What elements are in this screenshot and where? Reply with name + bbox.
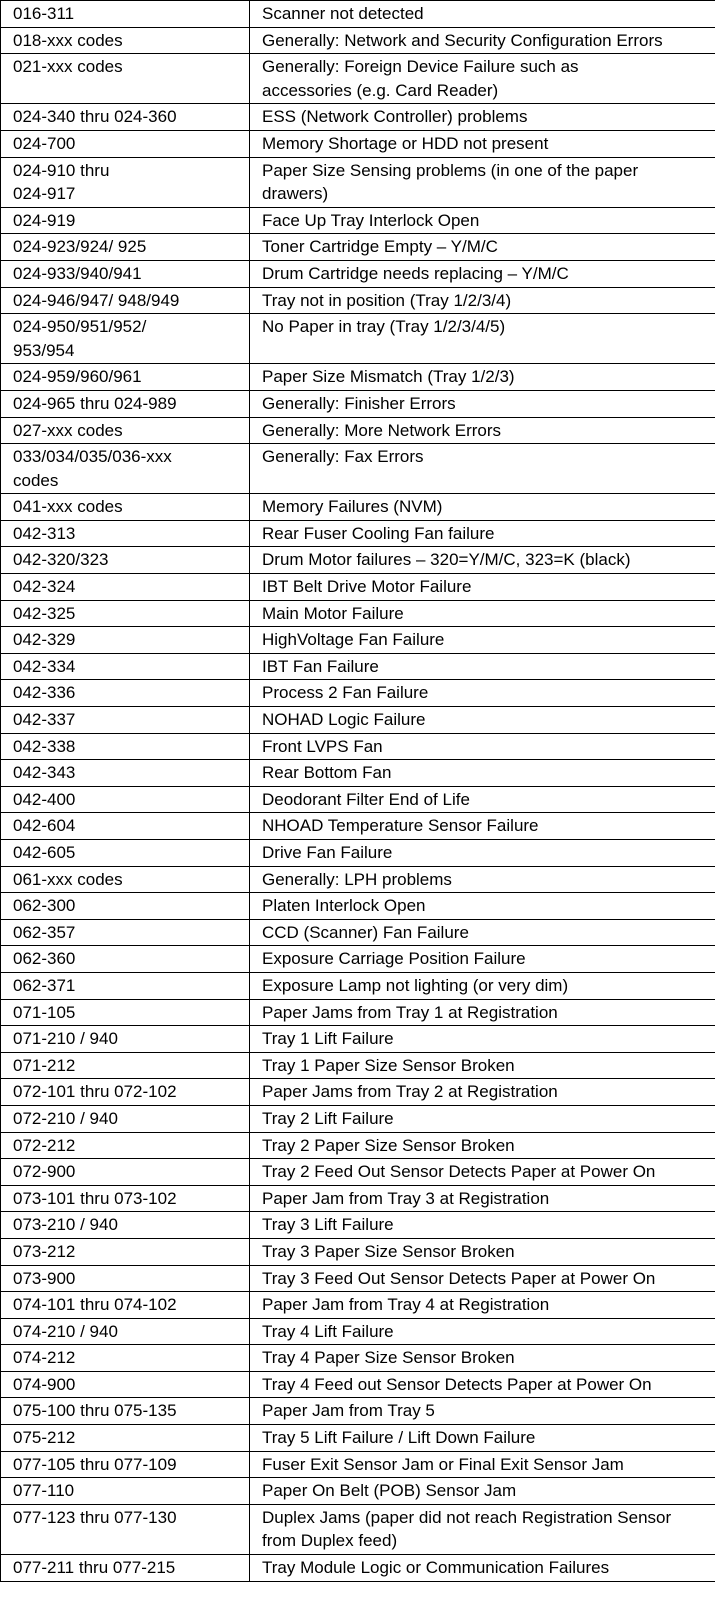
error-code-cell: 071-212 xyxy=(1,1052,250,1079)
table-row xyxy=(1,207,715,234)
error-code-cell: 024-959/960/961 xyxy=(1,364,250,391)
description-cell: Drum Motor failures – 320=Y/M/C, 323=K (black) xyxy=(250,547,715,574)
error-code-cell: 042-343 xyxy=(1,760,250,787)
table-row xyxy=(1,786,715,813)
table-row xyxy=(1,287,715,314)
table-row xyxy=(1,1,715,28)
error-code-cell: 073-212 xyxy=(1,1238,250,1265)
table-row xyxy=(1,866,715,893)
error-code-cell: 042-337 xyxy=(1,707,250,734)
error-code-cell: 077-110 xyxy=(1,1478,250,1505)
error-code-cell: 073-900 xyxy=(1,1265,250,1292)
error-code-cell: 042-325 xyxy=(1,600,250,627)
error-code-cell: 042-334 xyxy=(1,653,250,680)
description-cell: Generally: Network and Security Configuration Errors xyxy=(250,27,715,54)
description-cell: Drive Fan Failure xyxy=(250,840,715,867)
table-row xyxy=(1,314,715,364)
description-cell: Tray 3 Paper Size Sensor Broken xyxy=(250,1238,715,1265)
table-row xyxy=(1,919,715,946)
table-row xyxy=(1,600,715,627)
table-row xyxy=(1,520,715,547)
error-code-cell: 024-700 xyxy=(1,130,250,157)
description-cell: Paper On Belt (POB) Sensor Jam xyxy=(250,1478,715,1505)
error-code-cell: 072-900 xyxy=(1,1159,250,1186)
table-row xyxy=(1,1398,715,1425)
description-cell: Duplex Jams (paper did not reach Registration Sensor from Duplex feed) xyxy=(250,1504,715,1554)
table-row xyxy=(1,494,715,521)
table-row xyxy=(1,972,715,999)
table-row xyxy=(1,1052,715,1079)
error-code-cell: 073-101 thru 073-102 xyxy=(1,1185,250,1212)
table-row xyxy=(1,1318,715,1345)
table-row xyxy=(1,1079,715,1106)
table-row xyxy=(1,893,715,920)
description-cell: Tray not in position (Tray 1/2/3/4) xyxy=(250,287,715,314)
table-row xyxy=(1,1105,715,1132)
error-code-cell: 077-211 thru 077-215 xyxy=(1,1555,250,1582)
error-code-cell: 042-604 xyxy=(1,813,250,840)
error-code-cell: 024-919 xyxy=(1,207,250,234)
description-cell: CCD (Scanner) Fan Failure xyxy=(250,919,715,946)
error-code-cell: 062-300 xyxy=(1,893,250,920)
description-cell: Tray 1 Lift Failure xyxy=(250,1026,715,1053)
description-cell: Memory Shortage or HDD not present xyxy=(250,130,715,157)
description-cell: Tray 2 Feed Out Sensor Detects Paper at Power On xyxy=(250,1159,715,1186)
description-cell: Paper Size Mismatch (Tray 1/2/3) xyxy=(250,364,715,391)
error-code-cell: 062-360 xyxy=(1,946,250,973)
error-code-cell: 072-101 thru 072-102 xyxy=(1,1079,250,1106)
table-body xyxy=(1,1,715,1582)
error-code-cell: 024-946/947/ 948/949 xyxy=(1,287,250,314)
error-code-cell: 077-105 thru 077-109 xyxy=(1,1451,250,1478)
description-cell: ESS (Network Controller) problems xyxy=(250,104,715,131)
description-cell: Face Up Tray Interlock Open xyxy=(250,207,715,234)
error-code-cell: 041-xxx codes xyxy=(1,494,250,521)
error-code-cell: 074-212 xyxy=(1,1345,250,1372)
error-code-cell: 042-400 xyxy=(1,786,250,813)
description-cell: Tray 4 Paper Size Sensor Broken xyxy=(250,1345,715,1372)
error-code-cell: 061-xxx codes xyxy=(1,866,250,893)
table-row xyxy=(1,1265,715,1292)
table-row xyxy=(1,1159,715,1186)
error-code-cell: 072-212 xyxy=(1,1132,250,1159)
table-row xyxy=(1,260,715,287)
table-row xyxy=(1,417,715,444)
description-cell: Generally: More Network Errors xyxy=(250,417,715,444)
error-code-cell: 075-212 xyxy=(1,1425,250,1452)
error-code-cell: 077-123 thru 077-130 xyxy=(1,1504,250,1554)
table-row xyxy=(1,1132,715,1159)
table-row xyxy=(1,1185,715,1212)
description-cell: Generally: Finisher Errors xyxy=(250,390,715,417)
description-cell: Platen Interlock Open xyxy=(250,893,715,920)
description-cell: Paper Size Sensing problems (in one of the paper drawers) xyxy=(250,157,715,207)
table-row xyxy=(1,54,715,104)
description-cell: Paper Jam from Tray 3 at Registration xyxy=(250,1185,715,1212)
error-code-cell: 024-933/940/941 xyxy=(1,260,250,287)
error-code-cell: 024-950/951/952/ 953/954 xyxy=(1,314,250,364)
description-cell: NOHAD Logic Failure xyxy=(250,707,715,734)
table-row xyxy=(1,27,715,54)
description-cell: Toner Cartridge Empty – Y/M/C xyxy=(250,234,715,261)
table-row xyxy=(1,707,715,734)
error-code-cell: 024-923/924/ 925 xyxy=(1,234,250,261)
description-cell: IBT Belt Drive Motor Failure xyxy=(250,574,715,601)
error-code-cell: 024-910 thru 024-917 xyxy=(1,157,250,207)
error-code-cell: 071-210 / 940 xyxy=(1,1026,250,1053)
error-code-cell: 074-101 thru 074-102 xyxy=(1,1292,250,1319)
error-code-cell: 042-320/323 xyxy=(1,547,250,574)
description-cell: NHOAD Temperature Sensor Failure xyxy=(250,813,715,840)
description-cell: Process 2 Fan Failure xyxy=(250,680,715,707)
error-code-cell: 062-371 xyxy=(1,972,250,999)
table-row xyxy=(1,1425,715,1452)
description-cell: Tray 1 Paper Size Sensor Broken xyxy=(250,1052,715,1079)
description-cell: Scanner not detected xyxy=(250,1,715,28)
table-row xyxy=(1,364,715,391)
description-cell: Tray 2 Paper Size Sensor Broken xyxy=(250,1132,715,1159)
description-cell: Tray 5 Lift Failure / Lift Down Failure xyxy=(250,1425,715,1452)
description-cell: Drum Cartridge needs replacing – Y/M/C xyxy=(250,260,715,287)
table-row xyxy=(1,760,715,787)
description-cell: Tray Module Logic or Communication Failures xyxy=(250,1555,715,1582)
error-code-cell: 062-357 xyxy=(1,919,250,946)
description-cell: Main Motor Failure xyxy=(250,600,715,627)
description-cell: IBT Fan Failure xyxy=(250,653,715,680)
table-row xyxy=(1,627,715,654)
error-code-cell: 042-324 xyxy=(1,574,250,601)
error-code-cell: 024-340 thru 024-360 xyxy=(1,104,250,131)
table-row xyxy=(1,130,715,157)
table-row xyxy=(1,680,715,707)
table-row xyxy=(1,1212,715,1239)
table-row xyxy=(1,234,715,261)
error-code-cell: 042-329 xyxy=(1,627,250,654)
error-code-cell: 042-336 xyxy=(1,680,250,707)
description-cell: Paper Jams from Tray 2 at Registration xyxy=(250,1079,715,1106)
table-row xyxy=(1,1026,715,1053)
error-code-cell: 071-105 xyxy=(1,999,250,1026)
error-code-cell: 074-210 / 940 xyxy=(1,1318,250,1345)
table-row xyxy=(1,390,715,417)
description-cell: Rear Fuser Cooling Fan failure xyxy=(250,520,715,547)
description-cell: Tray 4 Lift Failure xyxy=(250,1318,715,1345)
error-code-cell: 018-xxx codes xyxy=(1,27,250,54)
table-row xyxy=(1,104,715,131)
error-code-cell: 042-338 xyxy=(1,733,250,760)
table-row xyxy=(1,574,715,601)
table-row xyxy=(1,840,715,867)
description-cell: Memory Failures (NVM) xyxy=(250,494,715,521)
table-row xyxy=(1,1451,715,1478)
description-cell: HighVoltage Fan Failure xyxy=(250,627,715,654)
error-code-cell: 073-210 / 940 xyxy=(1,1212,250,1239)
description-cell: Generally: Foreign Device Failure such as accessories (e.g. Card Reader) xyxy=(250,54,715,104)
description-cell: Tray 3 Feed Out Sensor Detects Paper at Power On xyxy=(250,1265,715,1292)
table-row xyxy=(1,1345,715,1372)
description-cell: No Paper in tray (Tray 1/2/3/4/5) xyxy=(250,314,715,364)
table-row xyxy=(1,1371,715,1398)
description-cell: Fuser Exit Sensor Jam or Final Exit Sensor Jam xyxy=(250,1451,715,1478)
table-row xyxy=(1,813,715,840)
table-row xyxy=(1,444,715,494)
table-row xyxy=(1,157,715,207)
error-code-cell: 024-965 thru 024-989 xyxy=(1,390,250,417)
table-row xyxy=(1,1238,715,1265)
description-cell: Exposure Lamp not lighting (or very dim) xyxy=(250,972,715,999)
description-cell: Generally: Fax Errors xyxy=(250,444,715,494)
description-cell: Tray 4 Feed out Sensor Detects Paper at Power On xyxy=(250,1371,715,1398)
error-code-cell: 072-210 / 940 xyxy=(1,1105,250,1132)
error-code-cell: 042-605 xyxy=(1,840,250,867)
description-cell: Tray 3 Lift Failure xyxy=(250,1212,715,1239)
description-cell: Paper Jams from Tray 1 at Registration xyxy=(250,999,715,1026)
description-cell: Paper Jam from Tray 4 at Registration xyxy=(250,1292,715,1319)
description-cell: Exposure Carriage Position Failure xyxy=(250,946,715,973)
table-row xyxy=(1,946,715,973)
description-cell: Tray 2 Lift Failure xyxy=(250,1105,715,1132)
description-cell: Deodorant Filter End of Life xyxy=(250,786,715,813)
description-cell: Rear Bottom Fan xyxy=(250,760,715,787)
table-row xyxy=(1,653,715,680)
table-row xyxy=(1,999,715,1026)
description-cell: Front LVPS Fan xyxy=(250,733,715,760)
table-row xyxy=(1,547,715,574)
error-code-cell: 075-100 thru 075-135 xyxy=(1,1398,250,1425)
error-code-cell: 016-311 xyxy=(1,1,250,28)
table-row xyxy=(1,733,715,760)
description-cell: Paper Jam from Tray 5 xyxy=(250,1398,715,1425)
error-code-cell: 033/034/035/036-xxx codes xyxy=(1,444,250,494)
table-row xyxy=(1,1292,715,1319)
table-row xyxy=(1,1504,715,1554)
table-row xyxy=(1,1478,715,1505)
error-code-cell: 074-900 xyxy=(1,1371,250,1398)
error-code-cell: 027-xxx codes xyxy=(1,417,250,444)
table-row xyxy=(1,1555,715,1582)
error-code-cell: 042-313 xyxy=(1,520,250,547)
error-code-cell: 021-xxx codes xyxy=(1,54,250,104)
description-cell: Generally: LPH problems xyxy=(250,866,715,893)
